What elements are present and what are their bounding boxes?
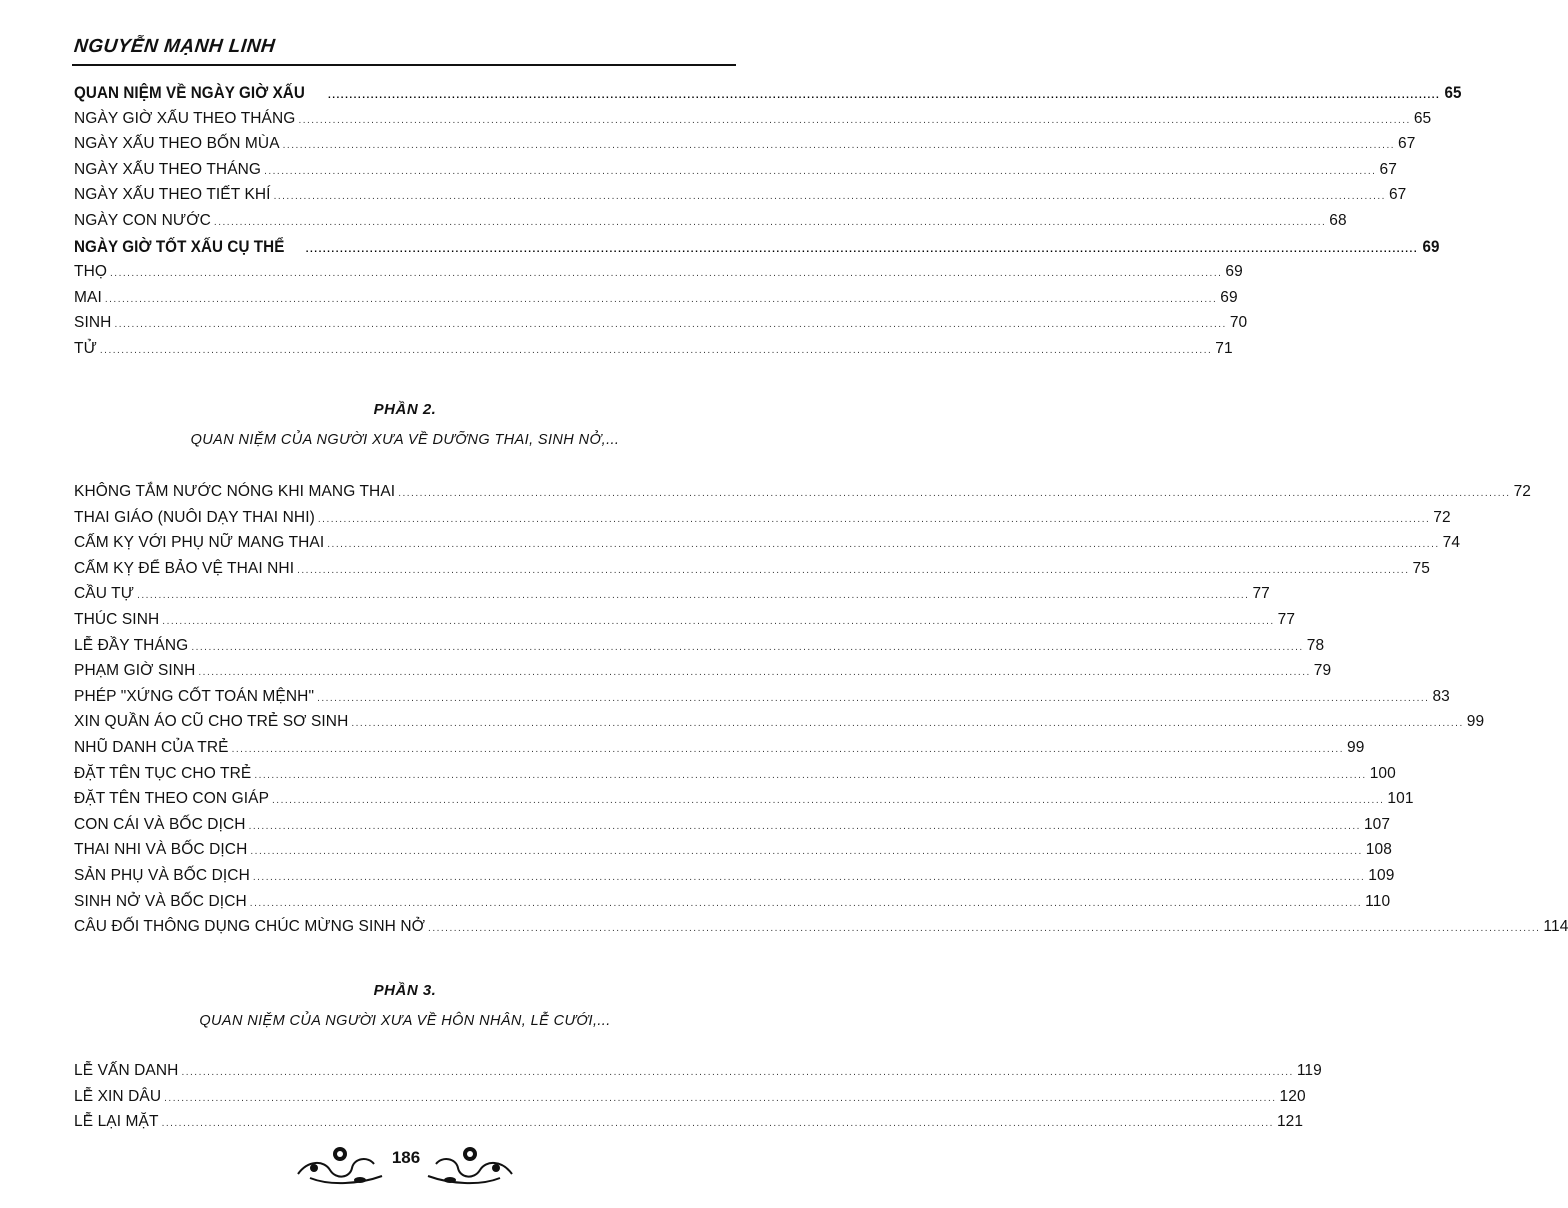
toc-entry-page: 72 — [1513, 483, 1532, 500]
toc-entry — [74, 211, 1347, 238]
toc-entry — [74, 918, 1568, 944]
toc-entry-title: CẦU TỰ — [74, 585, 135, 603]
toc-entry-page: 67 — [1398, 135, 1416, 153]
toc-entry-title: ĐẶT TÊN TỤC CHO TRẺ — [74, 764, 252, 782]
dot-leader: .................................................................................................................................................................................................................................................................... — [198, 667, 1311, 679]
toc-entry — [74, 508, 1451, 535]
dot-leader: .................................................................................................................................................................................................................................................................... — [317, 513, 1431, 525]
dot-leader: .................................................................................................................................................................................................................................................................... — [114, 319, 1227, 331]
toc-entry-page: 114 — [1543, 918, 1568, 936]
toc-entry-title: NGÀY XẤU THEO TIẾT KHÍ — [74, 186, 271, 204]
dot-leader: .................................................................................................................................................................................................................................................................... — [305, 243, 1419, 255]
part-3-subtitle: QUAN NIỆM CỦA NGƯỜI XƯA VỀ HÔN NHÂN, LỄ CƯỚI,... — [199, 1013, 611, 1029]
toc-entry — [74, 764, 1396, 791]
toc-entry-page: 79 — [1313, 662, 1332, 680]
dot-leader: .................................................................................................................................................................................................................................................................... — [213, 216, 1327, 228]
toc-entry-title: CÂU ĐỐI THÔNG DỤNG CHÚC MỪNG SINH NỞ — [74, 918, 426, 936]
toc-entry — [74, 483, 1532, 509]
toc-entry-title: NGÀY CON NƯỚC — [74, 211, 211, 229]
dot-leader: .................................................................................................................................................................................................................................................................... — [254, 769, 1367, 781]
toc-entry-title: CON CÁI VÀ BỐC DỊCH — [74, 815, 246, 833]
toc-entry-page: 72 — [1433, 508, 1451, 526]
dot-leader: .................................................................................................................................................................................................................................................................... — [272, 795, 1385, 807]
dot-leader: .................................................................................................................................................................................................................................................................... — [264, 165, 1377, 177]
toc-entry-title: NHŨ DANH CỦA TRẺ — [74, 738, 229, 756]
part-3-number: PHẦN 3. — [373, 982, 437, 999]
dot-leader: .................................................................................................................................................................................................................................................................... — [104, 293, 1218, 305]
toc-entry-page: 69 — [1225, 263, 1243, 281]
toc-entry — [74, 288, 1238, 315]
part-3-heading — [74, 982, 736, 1029]
dot-leader: .................................................................................................................................................................................................................................................................... — [191, 641, 1304, 653]
dot-leader: .................................................................................................................................................................................................................................................................... — [282, 140, 1396, 152]
page-number: 186 — [391, 1148, 421, 1167]
toc-entry — [74, 662, 1332, 688]
toc-entry-page: 70 — [1229, 314, 1248, 332]
toc-entry — [74, 339, 1233, 366]
toc-entry-page: 65 — [1413, 109, 1432, 127]
toc-entry-title: THỌ — [74, 263, 108, 281]
dot-leader: .................................................................................................................................................................................................................................................................... — [162, 615, 1275, 627]
toc-entry — [74, 263, 1243, 289]
toc-entry-page: 78 — [1306, 636, 1325, 654]
toc-entry-title: SINH — [74, 314, 112, 332]
toc-entry — [74, 314, 1248, 340]
toc-entry-page: 108 — [1365, 841, 1392, 859]
toc-entry-page: 99 — [1346, 738, 1365, 756]
toc-section-1 — [74, 84, 1462, 366]
toc-entry — [74, 1113, 1304, 1139]
toc-entry-page: 74 — [1442, 534, 1461, 552]
header-rule — [72, 64, 736, 66]
toc-entry-page: 119 — [1296, 1062, 1322, 1079]
toc-entry — [74, 610, 1296, 637]
dot-leader: .................................................................................................................................................................................................................................................................... — [428, 923, 1541, 935]
dot-leader: .................................................................................................................................................................................................................................................................... — [317, 692, 1430, 704]
toc-entry — [74, 892, 1391, 919]
toc-entry-page: 75 — [1412, 559, 1430, 577]
dot-leader: .................................................................................................................................................................................................................................................................... — [398, 488, 1511, 499]
toc-entry-title: PHÉP "XỨNG CỐT TOÁN MỆNH" — [74, 687, 315, 705]
toc-entry — [74, 1087, 1306, 1114]
toc-entry-title: THAI GIÁO (NUÔI DẠY THAI NHI) — [74, 508, 315, 526]
toc-entry — [74, 84, 1462, 110]
toc-entry-title: LỄ ĐẦY THÁNG — [74, 636, 189, 654]
dot-leader: .................................................................................................................................................................................................................................................................... — [351, 718, 1464, 730]
toc-entry-title: THAI NHI VÀ BỐC DỊCH — [74, 841, 248, 859]
part-2-heading — [74, 401, 736, 448]
dot-leader: .................................................................................................................................................................................................................................................................... — [110, 268, 1223, 280]
toc-entry-page: 69 — [1422, 237, 1440, 256]
toc-entry-title: SINH NỞ VÀ BỐC DỊCH — [74, 892, 247, 910]
toc-entry — [74, 585, 1270, 611]
toc-entry-title: PHẠM GIỜ SINH — [74, 662, 196, 680]
toc-entry — [74, 790, 1414, 816]
toc-entry-title: CẤM KỴ ĐỂ BẢO VỆ THAI NHI — [74, 559, 295, 577]
dot-leader: .................................................................................................................................................................................................................................................................... — [297, 564, 1410, 576]
toc-entry-title: NGÀY GIỜ TỐT XẤU CỤ THỂ — [74, 237, 285, 256]
dot-leader: .................................................................................................................................................................................................................................................................... — [327, 539, 1440, 551]
toc-entry-title: LỄ LẠI MẶT — [74, 1113, 159, 1131]
toc-section-3 — [74, 1062, 1322, 1139]
dot-leader: .................................................................................................................................................................................................................................................................... — [99, 344, 1213, 356]
dot-leader: .................................................................................................................................................................................................................................................................... — [327, 90, 1441, 101]
toc-entry-title: SẢN PHỤ VÀ BỐC DỊCH — [74, 866, 250, 884]
toc-entry-page: 68 — [1329, 211, 1347, 229]
toc-entry-page: 77 — [1277, 610, 1296, 628]
toc-entry-page: 107 — [1363, 815, 1391, 833]
toc-entry-page: 67 — [1379, 160, 1397, 178]
dot-leader: .................................................................................................................................................................................................................................................................... — [231, 743, 1344, 755]
dot-leader: .................................................................................................................................................................................................................................................................... — [161, 1118, 1274, 1130]
toc-entry-page: 100 — [1369, 764, 1396, 782]
toc-entry-page: 120 — [1279, 1087, 1306, 1105]
toc-entry — [74, 1062, 1322, 1088]
toc-entry-title: TỬ — [74, 339, 97, 357]
toc-section-2 — [74, 483, 1568, 944]
toc-entry-page: 121 — [1276, 1113, 1304, 1131]
dot-leader: .................................................................................................................................................................................................................................................................... — [249, 897, 1363, 909]
toc-entry-page: 67 — [1388, 186, 1407, 204]
toc-entry-page: 101 — [1387, 790, 1414, 808]
toc-entry-title: QUAN NIỆM VỀ NGÀY GIỜ XẤU — [74, 84, 305, 102]
toc-entry-page: 65 — [1444, 84, 1462, 102]
dot-leader: .................................................................................................................................................................................................................................................................... — [250, 846, 1363, 858]
toc-entry-title: THÚC SINH — [74, 610, 160, 628]
author-name: NGUYỄN MẠNH LINH — [72, 36, 277, 57]
toc-entry-page: 77 — [1252, 585, 1270, 603]
toc-entry — [74, 237, 1440, 264]
toc-entry-page: 99 — [1466, 713, 1485, 731]
toc-entry — [74, 841, 1392, 867]
toc-entry — [74, 135, 1416, 161]
toc-entry — [74, 186, 1407, 212]
toc-entry-title: XIN QUẦN ÁO CŨ CHO TRẺ SƠ SINH — [74, 713, 349, 731]
toc-entry-title: NGÀY GIỜ XẤU THEO THÁNG — [74, 109, 296, 127]
toc-entry — [74, 866, 1395, 893]
toc-entry-page: 83 — [1432, 687, 1450, 705]
toc-entry-page: 110 — [1365, 892, 1391, 910]
toc-entry-title: NGÀY XẤU THEO BỐN MÙA — [74, 135, 280, 153]
toc-entry — [74, 636, 1325, 663]
dot-leader: .................................................................................................................................................................................................................................................................... — [137, 590, 1250, 602]
toc-entry — [74, 160, 1397, 187]
toc-entry — [74, 534, 1461, 560]
toc-entry-page: 71 — [1215, 339, 1233, 357]
toc-entry-page: 109 — [1368, 866, 1395, 884]
toc-entry — [74, 109, 1432, 136]
toc-entry — [74, 815, 1391, 842]
toc-entry-title: CẤM KỴ VỚI PHỤ NỮ MANG THAI — [74, 534, 325, 552]
toc-entry — [74, 559, 1430, 586]
toc-entry — [74, 713, 1485, 739]
running-header — [74, 36, 736, 72]
toc-entry-title: KHÔNG TẮM NƯỚC NÓNG KHI MANG THAI — [74, 483, 396, 500]
dot-leader: .................................................................................................................................................................................................................................................................... — [248, 820, 1361, 832]
toc-entry — [74, 687, 1450, 714]
toc-entry-title: ĐẶT TÊN THEO CON GIÁP — [74, 790, 270, 808]
dot-leader: .................................................................................................................................................................................................................................................................... — [181, 1067, 1294, 1078]
part-2-subtitle: QUAN NIỆM CỦA NGƯỜI XƯA VỀ DƯỠNG THAI, SINH NỞ,... — [190, 432, 620, 448]
toc-entry-page: 69 — [1220, 288, 1238, 306]
toc-entry — [74, 738, 1365, 765]
toc-entry-title: NGÀY XẤU THEO THÁNG — [74, 160, 262, 178]
dot-leader: .................................................................................................................................................................................................................................................................... — [273, 191, 1386, 203]
part-2-number: PHẦN 2. — [373, 401, 437, 418]
toc-entry-title: LỄ VẤN DANH — [74, 1062, 179, 1079]
dot-leader: .................................................................................................................................................................................................................................................................... — [164, 1092, 1277, 1104]
toc-entry-title: MAI — [74, 288, 102, 306]
dot-leader: .................................................................................................................................................................................................................................................................... — [298, 114, 1411, 126]
toc-entry-title: LỄ XIN DÂU — [74, 1087, 162, 1105]
dot-leader: .................................................................................................................................................................................................................................................................... — [252, 871, 1366, 883]
